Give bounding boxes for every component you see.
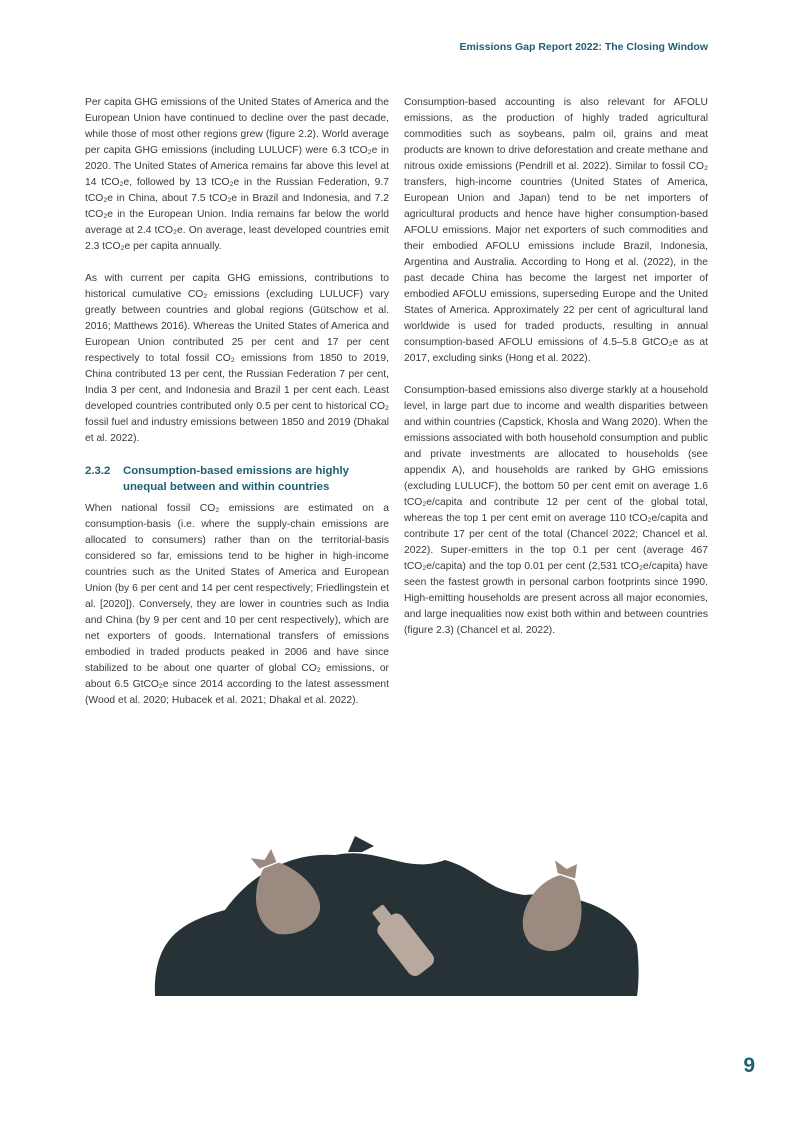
running-header: Emissions Gap Report 2022: The Closing Window [459, 41, 708, 53]
left-column [85, 95, 389, 709]
body-paragraph: Per capita GHG emissions of the United States of America and the European Union have continued to decline over the past decade, while those of most other regions grew (figure 2.2). World average per capita GHG emissions (including LULUCF) were 6.3 tCO₂e in 2020. The United States of America remains far above this level at 14 tCO₂e, followed by 13 tCO₂e in the Russian Federation, 9.7 tCO₂e in China, about 7.5 tCO₂e in Brazil and Indonesia, and 7.2 tCO₂e in the European Union. India remains far below the world average at 2.4 tCO₂e. On average, least developed countries emit 2.3 tCO₂e per capita annually. [85, 97, 389, 252]
section-title: Consumption-based emissions are highly unequal between and within countries [123, 465, 349, 493]
body-paragraph: As with current per capita GHG emissions, contributions to historical cumulative CO₂ emissions (excluding LULUCF) vary greatly between countries and global regions (Gütschow et al. 2016; Matthews 2016). Whereas the United States of America and European Union contributed 25 per cent and 17 per cent respectively to total fossil CO₂ emissions from 1850 to 2019, China contributed 13 per cent, the Russian Federation 7 per cent, India 3 per cent, and Indonesia and Brazil 1 per cent each. Least developed countries contributed only 0.5 per cent to historical CO₂ fossil fuel and industry emissions between 1850 and 2019 (Dhakal et al. 2022). [85, 273, 389, 444]
page-number: 9 [743, 1054, 755, 1077]
body-paragraph: Consumption-based accounting is also relevant for AFOLU emissions, as the production of highly traded agricultural commodities such as soybeans, palm oil, grains and meat products are known to drive deforestation and create methane and nitrous oxide emissions (Pendrill et al. 2022). Similar to fossil CO₂ transfers, high-income countries (United States of America, European Union and Japan) tend to be net importers of agricultural products and hence have higher consumption-based AFOLU emissions. Major net exporters of such commodities and their embodied AFOLU emissions include Brazil, Indonesia, Argentina and Australia. According to Hong et al. (2022), in the past decade China has become the largest net importer of embodied AFOLU emissions, superseding Europe and the United States of America. Approximately 22 per cent of agricultural land worldwide is used for traded products, resulting in annual consumption-based AFOLU emissions of 4.5–5.8 GtCO₂e as at 2017, excluding sinks (Hong et al. 2022). [404, 97, 708, 364]
pile-ridge [348, 836, 374, 852]
section-number: 2.3.2 [85, 465, 111, 477]
waste-pile-icon [150, 830, 645, 1002]
body-paragraph: Consumption-based emissions also diverge starkly at a household level, in large part due to income and wealth disparities between and within countries (Capstick, Khosla and Wang 2020). When the emissions associated with both household consumption and public and private investments are allocated to households (see appendix A), and households are ranked by GHG emissions (excluding LULUCF), the bottom 50 per cent emit on average 1.6 tCO₂e/capita and contribute 12 per cent of the global total, whereas the top 1 per cent emit on average 110 tCO₂e/capita and contribute 17 per cent of the total (Chancel 2022; Chancel et al. 2022). Super-emitters in the top 0.1 per cent (average 467 tCO₂e/capita) and the top 0.01 per cent (2,531 tCO₂e/capita) have seen the fastest growth in personal carbon footprints since 1990. High-emitting households are present across all major economies, and large inequalities now exist both within and between countries (figure 2.3) (Chancel et al. 2022). [404, 385, 708, 636]
body-paragraph: When national fossil CO₂ emissions are estimated on a consumption-basis (i.e. where the supply-chain emissions are allocated to consumers) rather than on the territorial-basis considered so far, emissions tend to be higher in high-income countries such as the United States of America and European Union (by 6 per cent and 14 per cent respectively; Friedlingstein et al. [2020]). Conversely, they are lower in countries such as India and China (by 9 per cent and 10 per cent respectively), which are net exporters of goods. International transfers of emissions embodied in traded products peaked in 2006 and have since stabilized to be about one quarter of global CO₂ emissions, or about 6.5 GtCO₂e since 2014 according to the latest assessment (Wood et al. 2020; Hubacek et al. 2021; Dhakal et al. 2022). [85, 503, 389, 706]
right-column [404, 95, 708, 655]
section-heading [85, 463, 389, 495]
